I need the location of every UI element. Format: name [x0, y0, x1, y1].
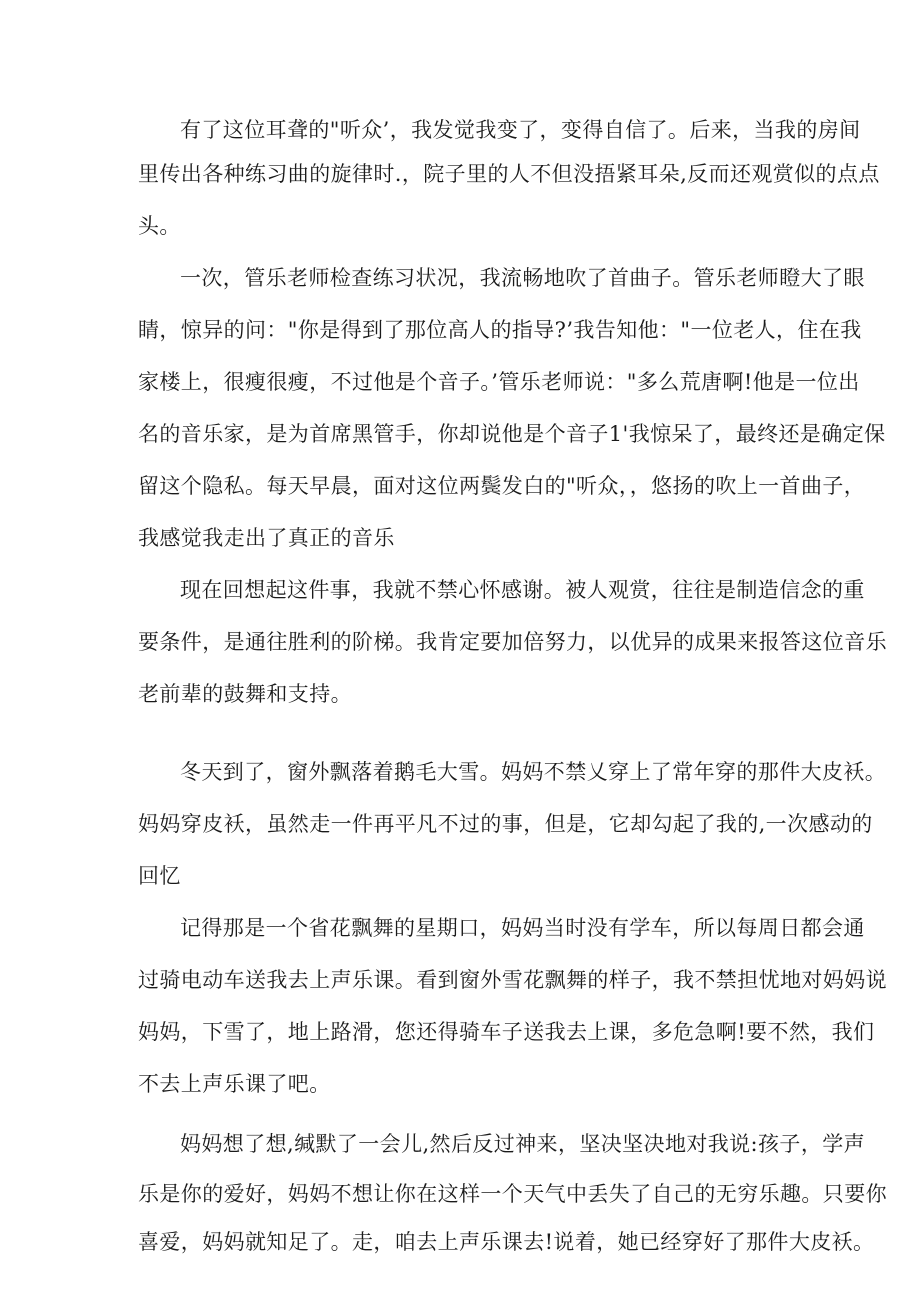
paragraph-6-line-3: 喜爱，妈妈就知足了。走，咱去上声乐课去!说着，她已经穿好了那件大皮袄。	[138, 1230, 875, 1254]
paragraph-4-line-2: 妈妈穿皮袄，虽然走一件再平凡不过的事，但是，它却勾起了我的,一次感动的	[138, 812, 873, 836]
paragraph-2-line-5: 留这个隐私。每天早晨，面对这位两鬓发白的"听众，，悠扬的吹上一首曲子，	[138, 474, 866, 498]
paragraph-3-line-1: 现在回想起这件事，我就不禁心怀感谢。被人观赏，往往是制造信念的重	[180, 578, 865, 602]
paragraph-6-line-1: 妈妈想了想,缄默了一会儿,然后反过神来，坚决坚决地对我说:孩子，学声	[180, 1132, 866, 1156]
paragraph-1-line-1: 有了这位耳聋的"听众’，我发觉我变了，变得自信了。后来，当我的房间	[180, 118, 861, 142]
paragraph-5-line-3: 妈妈，下雪了，地上路滑，您还得骑车子送我去上课，多危急啊!要不然，我们	[138, 1020, 875, 1044]
paragraph-3-line-3: 老前辈的鼓舞和支持。	[138, 682, 352, 706]
paragraph-5-line-1: 记得那是一个省花飘舞的星期口，妈妈当时没有学车，所以每周日都会通	[180, 916, 865, 940]
paragraph-5-line-4: 不去上声乐课了吧。	[138, 1072, 331, 1096]
paragraph-2-line-1: 一次，管乐老师检查练习状况，我流畅地吹了首曲子。管乐老师瞪大了眼	[180, 266, 865, 290]
paragraph-1-line-2: 里传出各种练习曲的旋律时.，院子里的人不但没捂紧耳朵,反而还观赏似的点点	[138, 162, 880, 186]
paragraph-2-line-3: 家楼上，很瘦很瘦，不过他是个音子。’管乐老师说："多么荒唐啊!他是一位出	[138, 370, 860, 394]
paragraph-2-line-6: 我感觉我走出了真正的音乐	[138, 526, 395, 550]
paragraph-5-line-2: 过骑电动车送我去上声乐课。看到窗外雪花飘舞的样子，我不禁担忧地对妈妈说	[138, 968, 887, 992]
paragraph-1-line-3: 头。	[138, 214, 181, 238]
paragraph-2-line-4: 名的音乐家，是为首席黑管手，你却说他是个音子1'我惊呆了，最终还是确定保	[138, 422, 886, 446]
paragraph-4-line-1: 冬天到了，窗外飘落着鹅毛大雪。妈妈不禁乂穿上了常年穿的那件大皮袄。	[180, 760, 887, 784]
paragraph-2-line-2: 睛，惊异的问："你是得到了那位高人的指导?’我告知他："一位老人，住在我	[138, 318, 862, 342]
paragraph-3-line-2: 要条件，是通往胜利的阶梯。我肯定要加倍努力，以优异的成果来报答这位音乐	[138, 630, 887, 654]
paragraph-6-line-2: 乐是你的爱好，妈妈不想让你在这样一个天气中丢失了自己的无穷乐趣。只要你	[138, 1182, 887, 1206]
paragraph-4-line-3: 回忆	[138, 864, 181, 888]
